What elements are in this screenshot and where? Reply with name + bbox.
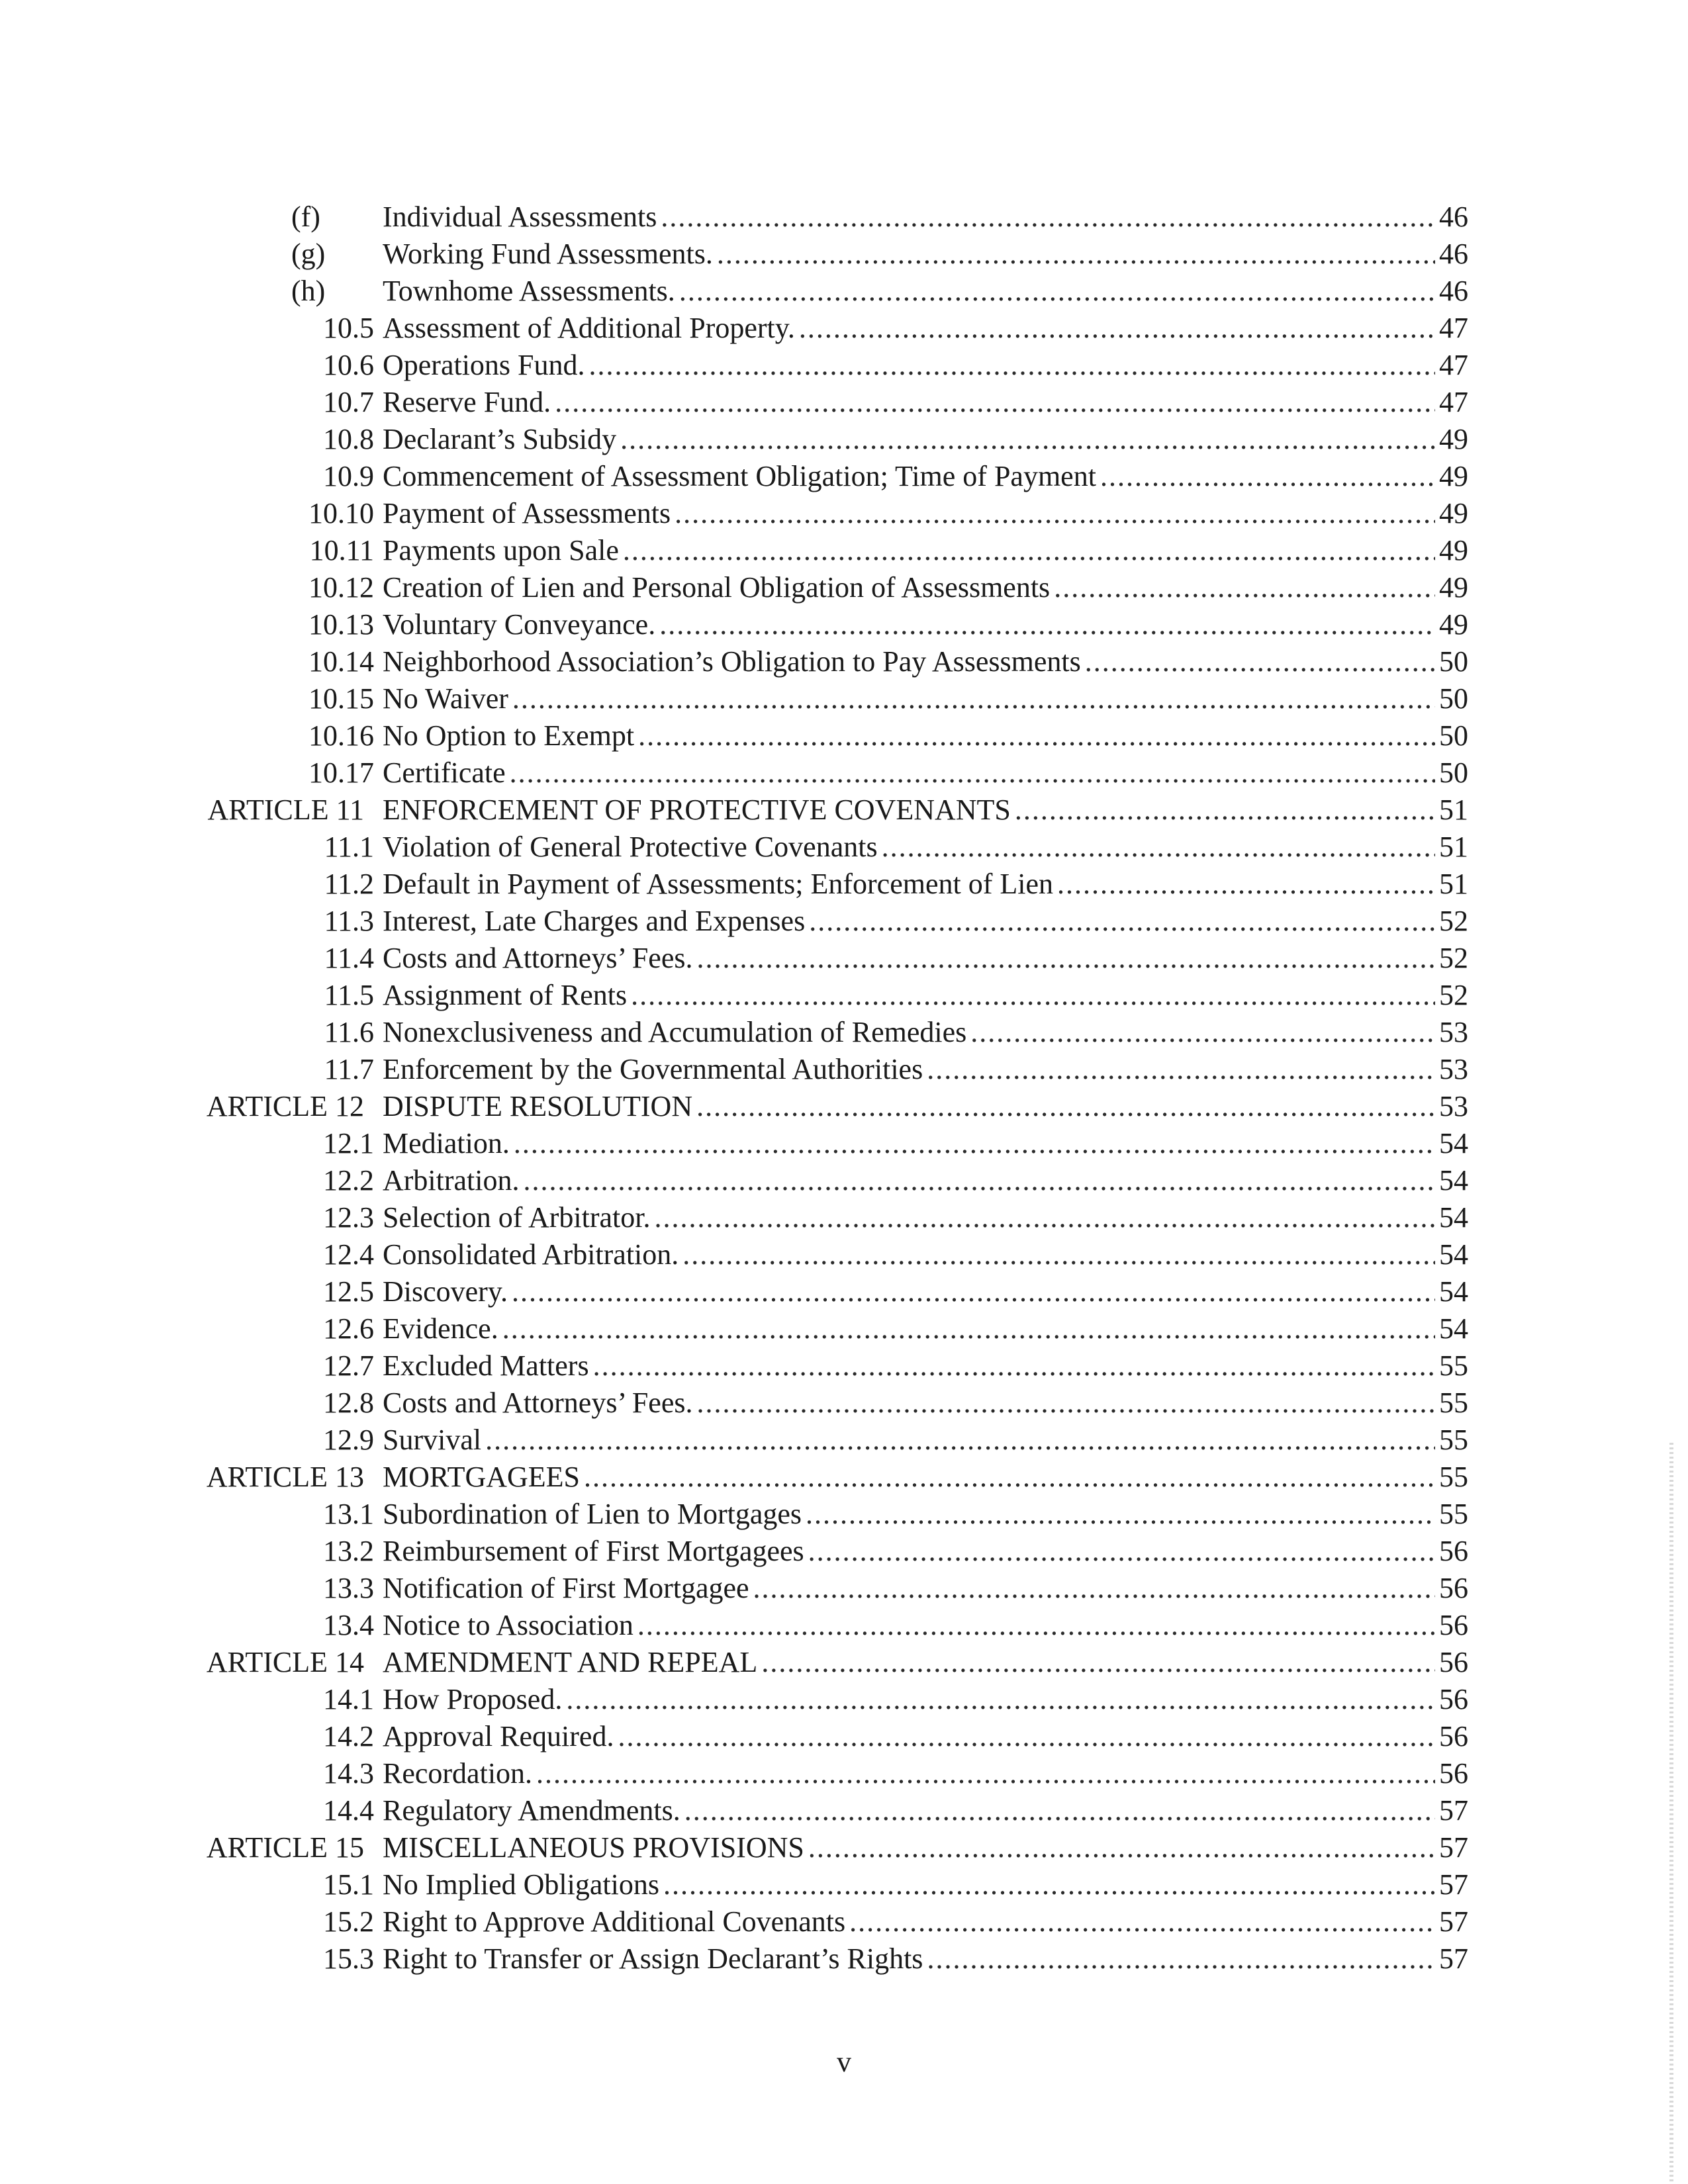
toc-entry-row [0, 829, 1688, 866]
toc-dot-leader [663, 1866, 1435, 1903]
toc-entry-title: Commencement of Assessment Obligation; Time of Payment [383, 460, 1096, 492]
toc-entry-row [0, 236, 1688, 273]
toc-dot-leader [524, 1162, 1435, 1199]
toc-entry-title: ENFORCEMENT OF PROTECTIVE COVENANTS [383, 794, 1011, 826]
toc-entry-page: 56 [1439, 1535, 1468, 1567]
toc-entry-page: 53 [1439, 1090, 1468, 1122]
toc-dot-leader [696, 1088, 1435, 1125]
toc-entry-line [383, 236, 1468, 273]
toc-entry-number: 10.12 [308, 571, 374, 604]
toc-article-row [0, 1829, 1688, 1866]
toc-entry-row [0, 1607, 1688, 1644]
toc-entry-page: 56 [1439, 1757, 1468, 1790]
toc-entry-title: Selection of Arbitrator. [383, 1201, 651, 1234]
toc-dot-leader [682, 1236, 1435, 1273]
toc-entry-number: ARTICLE 11 [207, 794, 364, 826]
toc-entry-page: 57 [1439, 1905, 1468, 1938]
toc-entry-page: 50 [1439, 756, 1468, 789]
toc-entry-line [383, 532, 1468, 569]
toc-entry-number: 13.1 [323, 1498, 374, 1530]
toc-entry-number: 10.9 [323, 460, 374, 492]
toc-entry-line [383, 1644, 1468, 1681]
toc-entry-title: Enforcement by the Governmental Authorities [383, 1053, 923, 1085]
toc-entry-line [383, 1125, 1468, 1162]
toc-entry-page: 49 [1439, 534, 1468, 567]
toc-entry-row [0, 1755, 1688, 1792]
toc-dot-leader [849, 1903, 1435, 1940]
toc-entry-number: (g) [291, 238, 326, 270]
toc-dot-leader [536, 1755, 1435, 1792]
toc-entry-title: No Waiver [383, 682, 508, 715]
toc-entry-page: 54 [1439, 1201, 1468, 1234]
toc-dot-leader [799, 310, 1435, 347]
toc-entry-number: ARTICLE 12 [206, 1090, 364, 1122]
toc-entry-page: 54 [1439, 1127, 1468, 1160]
toc-entry-page: 46 [1439, 238, 1468, 270]
toc-entry-line [383, 1792, 1468, 1829]
toc-entry-line [383, 347, 1468, 384]
toc-dot-leader [512, 680, 1435, 717]
toc-entry-number: (f) [291, 201, 320, 233]
table-of-contents [0, 199, 1688, 1978]
toc-entry-line [383, 1755, 1468, 1792]
toc-entry-page: 49 [1439, 571, 1468, 604]
toc-entry-line [383, 717, 1468, 754]
toc-entry-title: Reserve Fund. [383, 386, 551, 418]
toc-entry-number: 14.1 [323, 1683, 374, 1715]
toc-entry-row [0, 569, 1688, 606]
toc-entry-page: 55 [1439, 1498, 1468, 1530]
toc-entry-title: How Proposed. [383, 1683, 563, 1715]
toc-entry-row [0, 1347, 1688, 1385]
toc-entry-page: 57 [1439, 1831, 1468, 1864]
toc-dot-leader [555, 384, 1435, 421]
toc-entry-title: Operations Fund. [383, 349, 585, 381]
toc-entry-row [0, 1681, 1688, 1718]
toc-entry-title: Approval Required. [383, 1720, 614, 1752]
toc-entry-page: 50 [1439, 645, 1468, 678]
toc-dot-leader [679, 273, 1435, 310]
toc-entry-line [383, 977, 1468, 1014]
toc-entry-line [383, 1866, 1468, 1903]
toc-entry-number: 12.9 [323, 1424, 374, 1456]
toc-entry-title: AMENDMENT AND REPEAL [383, 1646, 758, 1678]
toc-entry-page: 49 [1439, 608, 1468, 641]
toc-entry-title: Arbitration. [383, 1164, 520, 1197]
toc-entry-row [0, 421, 1688, 458]
toc-entry-line [383, 1347, 1468, 1385]
toc-entry-number: 13.2 [323, 1535, 374, 1567]
toc-entry-line [383, 940, 1468, 977]
toc-entry-page: 56 [1439, 1572, 1468, 1604]
scan-edge-artifact [1669, 1443, 1673, 2184]
toc-entry-title: Notice to Association [383, 1609, 633, 1641]
toc-entry-page: 56 [1439, 1609, 1468, 1641]
toc-entry-row [0, 717, 1688, 754]
toc-entry-row [0, 940, 1688, 977]
toc-dot-leader [618, 1718, 1435, 1755]
toc-dot-leader [638, 717, 1435, 754]
toc-entry-row [0, 347, 1688, 384]
toc-entry-line [383, 1607, 1468, 1644]
toc-entry-row [0, 903, 1688, 940]
toc-dot-leader [675, 495, 1435, 532]
toc-entry-page: 57 [1439, 1942, 1468, 1975]
toc-entry-page: 51 [1439, 868, 1468, 900]
toc-entry-number: ARTICLE 14 [206, 1646, 364, 1678]
toc-entry-number: 11.3 [324, 905, 374, 937]
toc-entry-title: Subordination of Lien to Mortgages [383, 1498, 802, 1530]
toc-entry-row [0, 1273, 1688, 1310]
toc-entry-number: 12.7 [323, 1349, 374, 1382]
toc-entry-page: 51 [1439, 794, 1468, 826]
toc-entry-line [383, 829, 1468, 866]
toc-entry-title: Interest, Late Charges and Expenses [383, 905, 806, 937]
toc-entry-title: Right to Approve Additional Covenants [383, 1905, 846, 1938]
toc-dot-leader [809, 903, 1435, 940]
toc-dot-leader [1057, 866, 1435, 903]
toc-dot-leader [970, 1014, 1435, 1051]
toc-dot-leader [584, 1459, 1435, 1496]
toc-entry-title: Declarant’s Subsidy [383, 423, 617, 455]
toc-entry-row [0, 1792, 1688, 1829]
toc-entry-number: 15.3 [323, 1942, 374, 1975]
toc-entry-line [383, 458, 1468, 495]
toc-entry-row [0, 1051, 1688, 1088]
toc-entry-page: 46 [1439, 201, 1468, 233]
toc-entry-number: ARTICLE 13 [206, 1461, 364, 1493]
toc-dot-leader [659, 606, 1435, 643]
toc-entry-number: 12.4 [323, 1238, 374, 1271]
toc-entry-line [383, 199, 1468, 236]
toc-entry-page: 47 [1439, 386, 1468, 418]
toc-entry-title: Townhome Assessments. [383, 275, 675, 307]
toc-entry-row [0, 680, 1688, 717]
toc-entry-line [383, 1681, 1468, 1718]
toc-dot-leader [1085, 643, 1435, 680]
toc-entry-title: MORTGAGEES [383, 1461, 581, 1493]
toc-entry-title: Certificate [383, 756, 506, 789]
toc-dot-leader [485, 1422, 1435, 1459]
toc-entry-number: ARTICLE 15 [206, 1831, 364, 1864]
toc-entry-number: 10.10 [308, 497, 374, 529]
toc-entry-number: 10.5 [323, 312, 374, 344]
toc-entry-line [383, 1385, 1468, 1422]
toc-entry-line [383, 1088, 1468, 1125]
toc-entry-title: Excluded Matters [383, 1349, 589, 1382]
toc-entry-title: Violation of General Protective Covenants [383, 831, 878, 863]
toc-entry-line [383, 1051, 1468, 1088]
toc-entry-page: 55 [1439, 1461, 1468, 1493]
toc-entry-title: Creation of Lien and Personal Obligation of Assessments [383, 571, 1051, 604]
toc-article-row [0, 792, 1688, 829]
toc-entry-page: 47 [1439, 312, 1468, 344]
toc-entry-title: Regulatory Amendments. [383, 1794, 680, 1827]
toc-entry-page: 55 [1439, 1387, 1468, 1419]
toc-entry-line [383, 310, 1468, 347]
toc-entry-row [0, 1422, 1688, 1459]
toc-entry-row [0, 1199, 1688, 1236]
toc-entry-number: 11.6 [324, 1016, 374, 1048]
toc-entry-title: Assignment of Rents [383, 979, 628, 1011]
toc-entry-line [383, 569, 1468, 606]
toc-entry-page: 57 [1439, 1794, 1468, 1827]
toc-dot-leader [620, 421, 1435, 458]
toc-entry-line [383, 1903, 1468, 1940]
toc-entry-title: Recordation. [383, 1757, 533, 1790]
toc-entry-number: 15.1 [323, 1868, 374, 1901]
toc-article-row [0, 1459, 1688, 1496]
toc-entry-title: Costs and Attorneys’ Fees. [383, 1387, 693, 1419]
toc-dot-leader [1015, 792, 1435, 829]
toc-entry-number: 11.7 [324, 1053, 374, 1085]
toc-entry-row [0, 1162, 1688, 1199]
toc-entry-row [0, 384, 1688, 421]
toc-entry-line [383, 643, 1468, 680]
toc-entry-page: 51 [1439, 831, 1468, 863]
toc-entry-page: 54 [1439, 1312, 1468, 1345]
toc-entry-number: 11.1 [324, 831, 374, 863]
toc-entry-title: No Option to Exempt [383, 719, 635, 752]
toc-entry-number: 10.13 [308, 608, 374, 641]
toc-dot-leader [808, 1533, 1435, 1570]
toc-entry-row [0, 1014, 1688, 1051]
toc-dot-leader [514, 1125, 1435, 1162]
toc-entry-page: 50 [1439, 682, 1468, 715]
toc-entry-page: 46 [1439, 275, 1468, 307]
toc-entry-line [383, 1570, 1468, 1607]
toc-entry-page: 52 [1439, 942, 1468, 974]
toc-article-row [0, 1644, 1688, 1681]
toc-entry-page: 47 [1439, 349, 1468, 381]
toc-dot-leader [512, 1273, 1435, 1310]
toc-entry-line [383, 1496, 1468, 1533]
toc-entry-number: 11.5 [324, 979, 374, 1011]
toc-entry-title: Working Fund Assessments. [383, 238, 713, 270]
toc-entry-title: MISCELLANEOUS PROVISIONS [383, 1831, 804, 1864]
toc-dot-leader [697, 1385, 1436, 1422]
toc-entry-line [383, 1533, 1468, 1570]
toc-entry-row [0, 199, 1688, 236]
toc-entry-title: Payments upon Sale [383, 534, 619, 567]
toc-dot-leader [717, 236, 1435, 273]
toc-entry-line [383, 273, 1468, 310]
toc-entry-line [383, 754, 1468, 792]
toc-entry-line [383, 1236, 1468, 1273]
toc-entry-title: Individual Assessments [383, 201, 657, 233]
toc-entry-page: 57 [1439, 1868, 1468, 1901]
toc-entry-number: 10.16 [308, 719, 374, 752]
toc-dot-leader [566, 1681, 1435, 1718]
toc-entry-row [0, 273, 1688, 310]
toc-entry-row [0, 1125, 1688, 1162]
toc-entry-number: 10.7 [323, 386, 374, 418]
toc-entry-line [383, 1940, 1468, 1978]
toc-entry-title: Discovery. [383, 1275, 508, 1308]
toc-entry-page: 49 [1439, 423, 1468, 455]
page-number: v [837, 2046, 851, 2078]
toc-entry-number: 12.1 [323, 1127, 374, 1160]
toc-entry-number: 14.2 [323, 1720, 374, 1752]
toc-entry-line [383, 792, 1468, 829]
toc-entry-row [0, 1940, 1688, 1978]
toc-entry-line [383, 680, 1468, 717]
toc-dot-leader [806, 1496, 1435, 1533]
toc-dot-leader [753, 1570, 1435, 1607]
toc-dot-leader [927, 1940, 1435, 1978]
toc-entry-row [0, 1570, 1688, 1607]
toc-entry-number: 14.3 [323, 1757, 374, 1790]
toc-entry-number: (h) [291, 275, 326, 307]
toc-entry-title: Evidence. [383, 1312, 498, 1345]
toc-entry-row [0, 458, 1688, 495]
toc-entry-number: 12.2 [323, 1164, 374, 1197]
toc-entry-page: 53 [1439, 1053, 1468, 1085]
toc-dot-leader [1100, 458, 1435, 495]
toc-article-row [0, 1088, 1688, 1125]
toc-entry-title: DISPUTE RESOLUTION [383, 1090, 693, 1122]
toc-entry-number: 10.8 [323, 423, 374, 455]
toc-entry-page: 50 [1439, 719, 1468, 752]
toc-dot-leader [502, 1310, 1435, 1347]
toc-entry-row [0, 643, 1688, 680]
toc-entry-number: 12.6 [323, 1312, 374, 1345]
toc-entry-number: 12.8 [323, 1387, 374, 1419]
toc-entry-line [383, 1273, 1468, 1310]
toc-entry-line [383, 1310, 1468, 1347]
toc-dot-leader [761, 1644, 1435, 1681]
toc-entry-page: 54 [1439, 1238, 1468, 1271]
toc-entry-row [0, 1236, 1688, 1273]
toc-entry-row [0, 1533, 1688, 1570]
toc-entry-title: Survival [383, 1424, 482, 1456]
toc-entry-number: 10.14 [308, 645, 374, 678]
toc-entry-line [383, 1422, 1468, 1459]
toc-entry-line [383, 1718, 1468, 1755]
toc-dot-leader [684, 1792, 1435, 1829]
toc-entry-title: Right to Transfer or Assign Declarant’s Rights [383, 1942, 923, 1975]
toc-entry-row [0, 754, 1688, 792]
toc-dot-leader [927, 1051, 1435, 1088]
toc-entry-title: Assessment of Additional Property. [383, 312, 795, 344]
toc-entry-number: 10.17 [308, 756, 374, 789]
toc-entry-number: 13.3 [323, 1572, 374, 1604]
toc-entry-row [0, 310, 1688, 347]
toc-entry-line [383, 606, 1468, 643]
toc-entry-line [383, 1459, 1468, 1496]
toc-entry-page: 56 [1439, 1683, 1468, 1715]
toc-entry-row [0, 606, 1688, 643]
toc-entry-page: 52 [1439, 905, 1468, 937]
toc-entry-title: Default in Payment of Assessments; Enforcement of Lien [383, 868, 1053, 900]
toc-entry-line [383, 1829, 1468, 1866]
toc-entry-line [383, 903, 1468, 940]
toc-entry-row [0, 1385, 1688, 1422]
toc-dot-leader [697, 940, 1436, 977]
toc-entry-number: 12.3 [323, 1201, 374, 1234]
toc-dot-leader [661, 199, 1435, 236]
toc-dot-leader [654, 1199, 1435, 1236]
toc-dot-leader [593, 1347, 1435, 1385]
toc-entry-row [0, 866, 1688, 903]
toc-dot-leader [623, 532, 1435, 569]
toc-entry-page: 54 [1439, 1164, 1468, 1197]
toc-entry-page: 56 [1439, 1720, 1468, 1752]
toc-entry-title: Payment of Assessments [383, 497, 671, 529]
toc-dot-leader [589, 347, 1435, 384]
toc-entry-number: 10.6 [323, 349, 374, 381]
toc-entry-number: 14.4 [323, 1794, 374, 1827]
toc-entry-number: 15.2 [323, 1905, 374, 1938]
toc-entry-number: 10.11 [309, 534, 374, 567]
toc-dot-leader [510, 754, 1435, 792]
toc-dot-leader [1054, 569, 1435, 606]
toc-entry-page: 55 [1439, 1349, 1468, 1382]
toc-entry-row [0, 1310, 1688, 1347]
toc-entry-page: 49 [1439, 497, 1468, 529]
toc-entry-line [383, 1014, 1468, 1051]
toc-entry-line [383, 866, 1468, 903]
toc-entry-title: Consolidated Arbitration. [383, 1238, 679, 1271]
toc-entry-page: 54 [1439, 1275, 1468, 1308]
toc-entry-number: 12.5 [323, 1275, 374, 1308]
toc-entry-line [383, 421, 1468, 458]
toc-entry-page: 55 [1439, 1424, 1468, 1456]
toc-entry-title: Voluntary Conveyance. [383, 608, 656, 641]
toc-entry-title: Neighborhood Association’s Obligation to Pay Assessments [383, 645, 1081, 678]
toc-entry-title: Costs and Attorneys’ Fees. [383, 942, 693, 974]
toc-entry-line [383, 1162, 1468, 1199]
toc-entry-row [0, 532, 1688, 569]
toc-entry-row [0, 1496, 1688, 1533]
toc-entry-line [383, 495, 1468, 532]
toc-entry-title: Notification of First Mortgagee [383, 1572, 749, 1604]
toc-entry-title: Nonexclusiveness and Accumulation of Remedies [383, 1016, 967, 1048]
toc-entry-row [0, 1866, 1688, 1903]
toc-entry-row [0, 1718, 1688, 1755]
toc-entry-page: 56 [1439, 1646, 1468, 1678]
toc-entry-title: Reimbursement of First Mortgagees [383, 1535, 804, 1567]
toc-dot-leader [637, 1607, 1435, 1644]
toc-entry-page: 49 [1439, 460, 1468, 492]
toc-dot-leader [882, 829, 1435, 866]
toc-entry-page: 53 [1439, 1016, 1468, 1048]
toc-entry-row [0, 1903, 1688, 1940]
toc-entry-title: No Implied Obligations [383, 1868, 659, 1901]
toc-entry-row [0, 977, 1688, 1014]
toc-entry-number: 11.4 [324, 942, 374, 974]
toc-dot-leader [808, 1829, 1435, 1866]
toc-entry-line [383, 384, 1468, 421]
toc-entry-number: 10.15 [308, 682, 374, 715]
toc-dot-leader [631, 977, 1435, 1014]
toc-entry-line [383, 1199, 1468, 1236]
toc-entry-number: 11.2 [324, 868, 374, 900]
toc-entry-title: Mediation. [383, 1127, 510, 1160]
toc-entry-number: 13.4 [323, 1609, 374, 1641]
toc-entry-page: 52 [1439, 979, 1468, 1011]
toc-entry-row [0, 495, 1688, 532]
